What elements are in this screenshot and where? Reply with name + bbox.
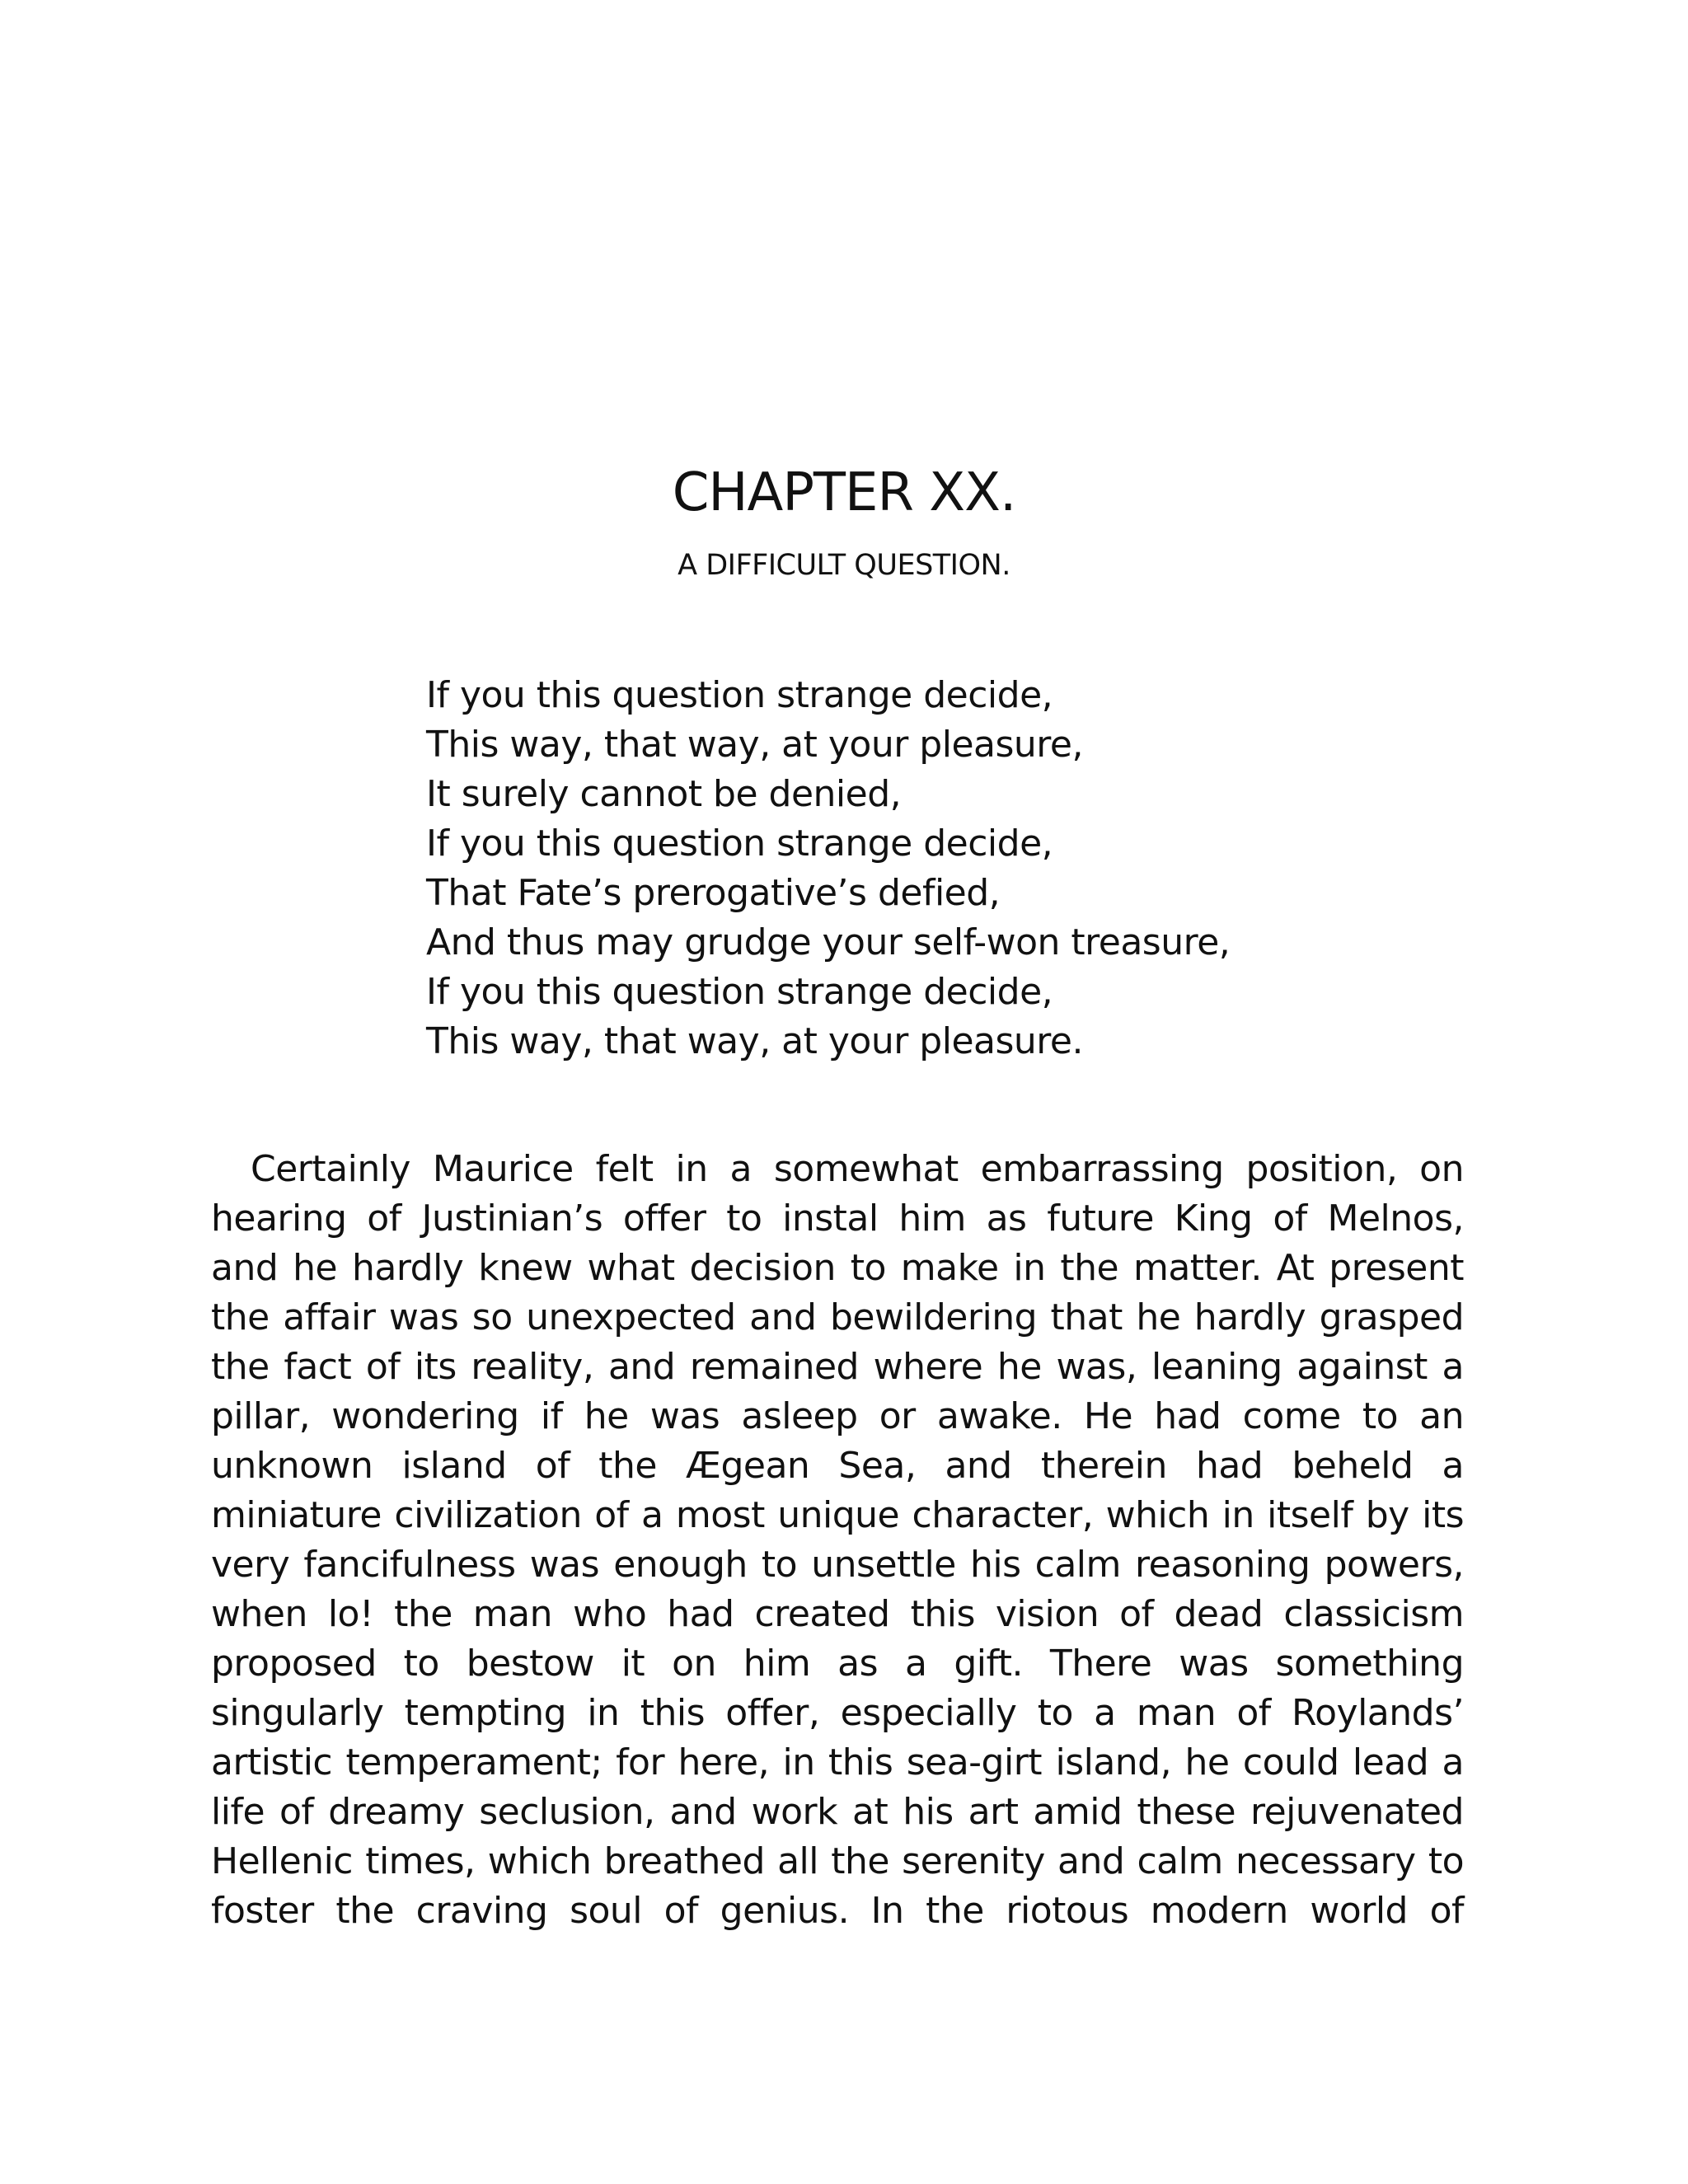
- paragraph-line: singularly tempting in this offer, especially to a man of Roylands’: [211, 1692, 1464, 1734]
- paragraph-line: hearing of Justinian’s offer to instal him as future King of Melnos,: [211, 1197, 1464, 1240]
- paragraph-line: foster the craving soul of genius. In the riotous modern world of: [211, 1890, 1464, 1932]
- poem-line: If you this question strange decide,: [426, 971, 1053, 1013]
- paragraph-line: life of dreamy seclusion, and work at his art amid these rejuvenated: [211, 1791, 1464, 1833]
- poem-line: If you this question strange decide,: [426, 674, 1053, 716]
- paragraph-line: Hellenic times, which breathed all the serenity and calm necessary to: [211, 1840, 1464, 1882]
- poem-line: And thus may grudge your self-won treasure,: [426, 921, 1231, 963]
- poem-line: This way, that way, at your pleasure,: [426, 724, 1083, 766]
- paragraph-line: unknown island of the Ægean Sea, and therein had beheld a: [211, 1445, 1464, 1487]
- paragraph-line: pillar, wondering if he was asleep or awake. He had come to an: [211, 1395, 1464, 1437]
- paragraph-line: artistic temperament; for here, in this sea-girt island, he could lead a: [211, 1741, 1464, 1783]
- paragraph-line: Certainly Maurice felt in a somewhat embarrassing position, on: [251, 1148, 1464, 1190]
- paragraph-line: the affair was so unexpected and bewildering that he hardly grasped: [211, 1296, 1464, 1338]
- poem-line: If you this question strange decide,: [426, 823, 1053, 865]
- poem-line: It surely cannot be denied,: [426, 773, 902, 815]
- paragraph-line: miniature civilization of a most unique character, which in itself by its: [211, 1494, 1464, 1536]
- paragraph-line: and he hardly knew what decision to make in the matter. At present: [211, 1247, 1464, 1289]
- paragraph-line: proposed to bestow it on him as a gift. There was something: [211, 1643, 1464, 1685]
- epigraph-poem: [426, 671, 1415, 1066]
- paragraph-line: very fancifulness was enough to unsettle his calm reasoning powers,: [211, 1544, 1464, 1586]
- body-paragraph: [211, 1145, 1464, 1936]
- chapter-title: CHAPTER XX.: [672, 462, 1016, 523]
- poem-line: That Fate’s prerogative’s defied,: [426, 872, 1001, 914]
- chapter-subtitle: A DIFFICULT QUESTION.: [678, 549, 1010, 582]
- paragraph-line: the fact of its reality, and remained where he was, leaning against a: [211, 1346, 1464, 1388]
- paragraph-line: when lo! the man who had created this vision of dead classicism: [211, 1593, 1464, 1635]
- poem-line: This way, that way, at your pleasure.: [426, 1020, 1083, 1062]
